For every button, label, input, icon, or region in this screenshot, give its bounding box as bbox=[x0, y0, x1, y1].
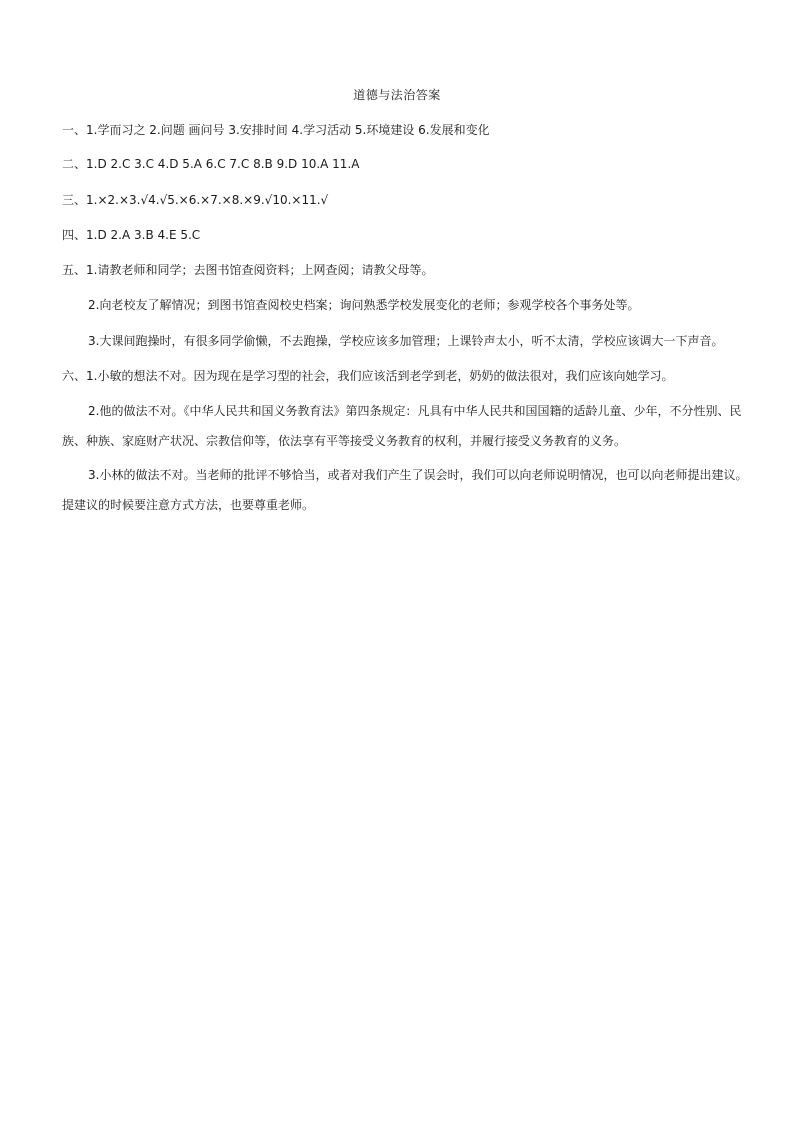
section-2 bbox=[62, 156, 762, 172]
section-1 bbox=[62, 122, 762, 138]
document-title: 道德与法治答案 bbox=[353, 88, 441, 102]
section-6-text: 1.小敏的想法不对。因为现在是学习型的社会，我们应该活到老学到老，奶奶的做法很对，我们应该向她学习。 bbox=[86, 369, 674, 383]
section-3-marker: 三、 bbox=[62, 193, 87, 207]
section-5-item-3: 3.大课间跑操时，有很多同学偷懒，不去跑操，学校应该多加管理；上课铃声太小，听不太清，学校应该调大一下声音。 bbox=[88, 334, 724, 348]
section-6-item-3 bbox=[62, 467, 752, 513]
section-1-text: 1.学而习之 2.问题 画问号 3.安排时间 4.学习活动 5.环境建设 6.发展和变化 bbox=[86, 123, 490, 137]
section-6-item-3-line-2: 提建议的时候要注意方式方法，也要尊重老师。 bbox=[62, 498, 315, 512]
section-5 bbox=[62, 262, 762, 278]
section-6-item-2-line-2: 族、种族、家庭财产状况、宗教信仰等，依法享有平等接受义务教育的权利，并履行接受义务教育的义务。 bbox=[62, 434, 627, 448]
section-3 bbox=[62, 192, 762, 208]
section-6 bbox=[62, 368, 762, 384]
section-4-text: 1.D 2.A 3.B 4.E 5.C bbox=[86, 228, 201, 242]
section-4-marker: 四、 bbox=[62, 228, 87, 242]
section-6-marker: 六、 bbox=[62, 369, 87, 383]
section-2-text: 1.D 2.C 3.C 4.D 5.A 6.C 7.C 8.B 9.D 10.A 11.A bbox=[86, 157, 360, 171]
section-6-item-3-line-1: 3.小林的做法不对。当老师的批评不够恰当，或者对我们产生了误会时，我们可以向老师说明情况，也可以向老师提出建议。 bbox=[88, 468, 748, 482]
section-5-marker: 五、 bbox=[62, 263, 87, 277]
section-6-item-2 bbox=[62, 403, 752, 449]
section-6-item-2-line-1: 2.他的做法不对。《中华人民共和国义务教育法》第四条规定：凡具有中华人民共和国国籍的适龄儿童、少年，不分性别、民 bbox=[88, 404, 742, 418]
section-5-text: 1.请教老师和同学；去图书馆查阅资料；上网查阅；请教父母等。 bbox=[86, 263, 434, 277]
section-4 bbox=[62, 227, 762, 243]
section-3-text: 1.×2.×3.√4.√5.×6.×7.×8.×9.√10.×11.√ bbox=[86, 193, 329, 207]
section-5-item-2: 2.向老校友了解情况；到图书馆查阅校史档案；询问熟悉学校发展变化的老师；参观学校各个事务处等。 bbox=[88, 298, 640, 312]
section-1-marker: 一、 bbox=[62, 123, 87, 137]
section-2-marker: 二、 bbox=[62, 157, 87, 171]
